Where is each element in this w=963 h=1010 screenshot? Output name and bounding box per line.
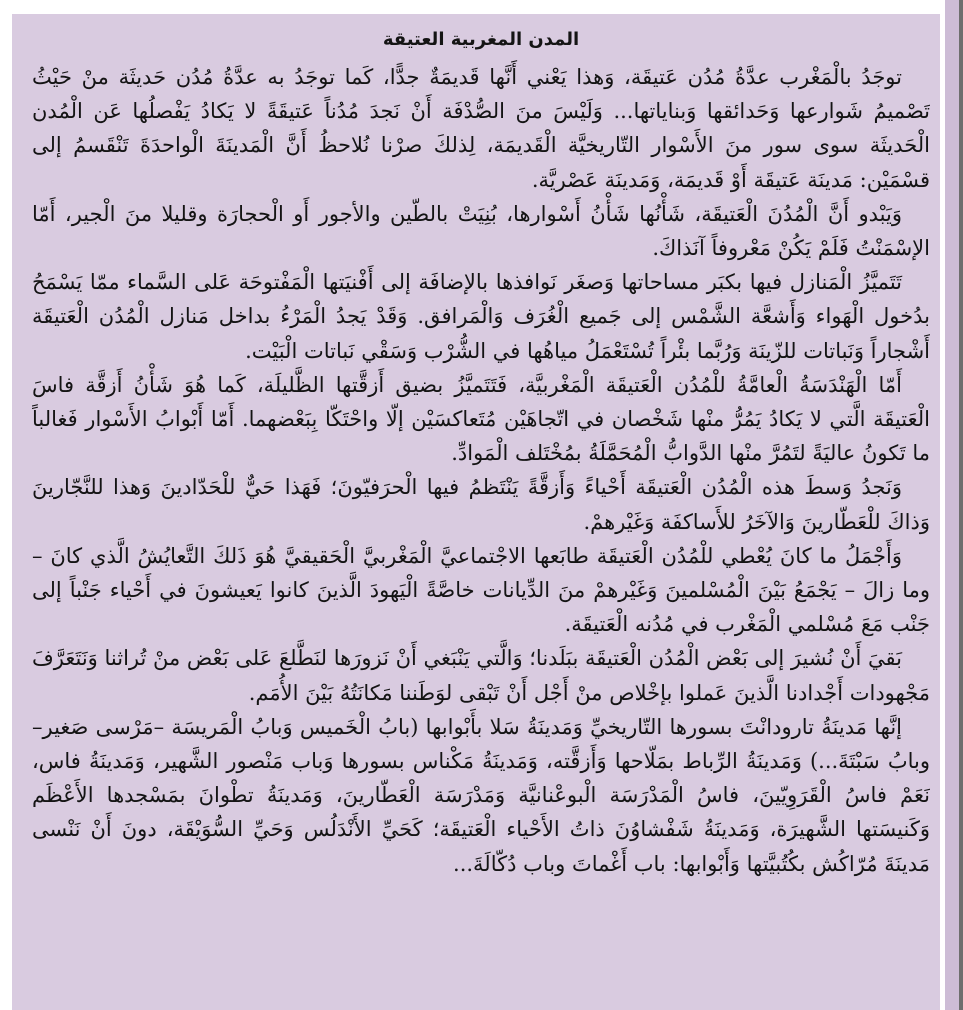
top-margin bbox=[0, 0, 963, 14]
article bbox=[32, 14, 930, 1010]
paragraph-8: إنَّها مَدينَةُ تارودانْتَ بسورها التّاريخيِّ وَمَدينَةُ سَلا بأَبْوابها (بابُ الْخَميس وَبابُ الْمَريسَة –مَرْسى صَغير– وبابُ سَبْتَةَ...) وَمَدينَةُ الرِّباط بمَلّاحها وَأَزقَّته، وَمَدينَةُ مَكْناس بسورها وَباب مَنْصور الشَّهير، وَمَدينَةُ فاس، نَعَمْ فاسُ الْقَرَوِيّينَ، فاسُ الْمَدْرَسَة الْبوعْنانيَّة وَمَدْرَسَة الْعَطّارينَ، وَمَدينَةُ تطْوانَ بمَسْجدها الأَعْظَم وَكَنيسَتها الشَّهيرَة، وَمَدينَةُ شَفْشاوُنَ ذاتُ الأَحْياء الْعَتيقَة؛ كَحَيِّ الأَنْدَلُس وَحَيِّ السُّوَيْقَة، دونَ أَنْ نَنْسى مَدينَةَ مُرّاكُش بكُتُبيَّتها وَأَبْوابها: باب أَغْماتَ وباب دُكّالَةَ... bbox=[32, 714, 930, 876]
textbook-page bbox=[12, 14, 940, 1010]
paragraph-7: بَقيَ أَنْ نُشيرَ إلى بَعْض الْمُدُن الْعَتيقَة ببَلَدنا؛ وَالَّتي يَنْبَغي أَنْ نَزورَها لنَطَّلعَ عَلى بَعْض منْ تُراثنا وَنَتَعَرَّفَ مَجْهودات أَجْدادنا الَّذينَ عَملوا بإخْلاص منْ أَجْل أَنْ تَبْقى لوَطَننا مَكانَتُهُ بَيْنَ الأُمَم. bbox=[32, 646, 930, 705]
paragraph-2: وَيَبْدو أَنَّ الْمُدُنَ الْعَتيقَة، شَأْنُها شَأْنُ أَسْوارها، بُنِيَتْ بالطّين والأجور أَو الْحجارَة وقليلا منَ الْجير، أَمّا الإسْمَنْتُ فَلَمْ يَكُنْ مَعْروفاً آنَذاكَ. bbox=[32, 201, 930, 261]
paragraph-3: تَتَميَّزُ الْمَنازل فيها بكبَر مساحاتها وَصغَر نَوافذها بالإضافَة إلى أَفْنيَتها الْمَفْتوحَة عَلى السَّماء ممّا يَسْمَحُ بدُخول الْهَواء وَأَشعَّة الشَّمْس إلى جَميع الْغُرَف وَالْمَرافق. وَقَدْ يَجدُ الْمَرْءُ بداخل مَنازل الْمُدُن الْعَتيقَة أَشْجاراً وَنَباتات للزّينَة وَرُبَّما بئْراً تُسْتَعْمَلُ مياهُها في الشُّرْب وَسَقْي نَباتات الْبَيْت. bbox=[32, 270, 930, 363]
paragraph-1: توجَدُ بالْمَغْرب عدَّةُ مُدُن عَتيقَة، وَهذا يَعْني أَنَّها قَديمَةٌ جدًّا، كَما توجَدُ به عدَّةُ مُدُن حَديثَة منْ حَيْثُ تَصْميمُ شَوارعها وَحَدائقها وَبناياتها... وَلَيْسَ منَ الصُّدْفَة أَنْ نَجدَ مُدُناً عَتيقَةً لا يَكادُ يَفْصلُها عَن الْمُدن الْحَديثَة سوى سور منَ الأَسْوار التّاريخيَّة الْقَديمَة، لِذلكَ صرْنا نُلاحظُ أَنَّ الْمَدينَةَ الْواحدَةَ تَنْقَسمُ إلى قسْمَيْن: مَدينَة عَتيقَة أَوْ قَديمَة، وَمَدينَة عَصْريَّة. bbox=[32, 65, 930, 192]
paragraph-4: أَمّا الْهَنْدَسَةُ الْعامَّةُ للْمُدُن الْعَتيقَة الْمَغْربيَّة، فَتَتَميَّزُ بضيق أَزقَّتها الظَّليلَة، كَما هُوَ شَأْنُ أَزقَّة فاسَ الْعَتيقَة الَّتي لا يَكادُ يَمُرُّ منْها شَخْصان في اتّجاهَيْن مُتَعاكسَيْن إلّا واحْتَكّا بِبَعْضهما. أَمّا أَبْوابُ الأَسْوار فَغالباً ما تَكونُ عاليَةً لتَمُرَّ منْها الدَّوابُّ الْمُحَمَّلَةُ بمُخْتَلف الْمَوادِّ. bbox=[32, 372, 930, 466]
adjacent-page-edge bbox=[945, 0, 963, 1010]
left-margin bbox=[0, 0, 12, 1010]
paragraph-5: وَنَجدُ وَسطَ هذه الْمُدُن الْعَتيقَة أَحْياءً وَأَزقَّةً يَنْتَظمُ فيها الْحرَفيّونَ؛ فَهَذا حَيٌّ للْحَدّادينَ وَهذا للنَّجّارينَ وَذاكَ للْعَطّارينَ وَالآخَرُ للأَساكفَة وَغَيْرهمْ. bbox=[32, 475, 930, 534]
paragraph-6: وَأَجْمَلُ ما كانَ يُعْطي للْمُدُن الْعَتيقَة طابَعها الاجْتماعيَّ الْمَغْربيَّ الْحَقيقيَّ هُوَ ذَلكَ التَّعايُشُ الَّذي كانَ – وما زالَ – يَجْمَعُ بَيْنَ الْمُسْلمينَ وَغَيْرهمْ منَ الدِّيانات خاصَّةً الْيَهودَ الَّذينَ كانوا يَعيشونَ في أَحْياء جَنْباً إلى جَنْب مَعَ مُسْلمي الْمَغْرب في مُدُنه الْعَتيقَة. bbox=[32, 543, 930, 637]
article-title: المدن المغربية العتيقة bbox=[382, 29, 580, 50]
